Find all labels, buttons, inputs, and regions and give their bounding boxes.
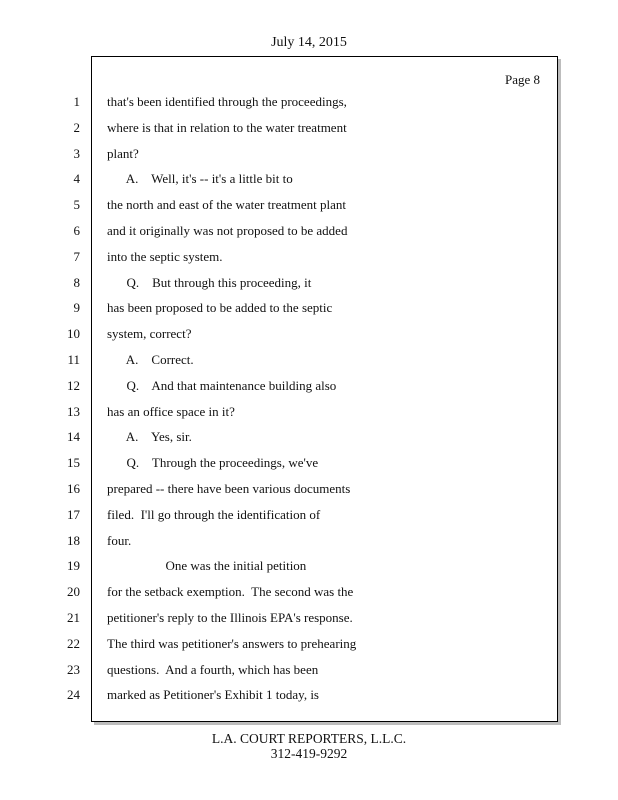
line-text: has an office space in it? xyxy=(107,403,235,419)
line-number: 17 xyxy=(67,506,80,522)
transcript-line xyxy=(0,144,618,170)
line-text: Q. Through the proceedings, we've xyxy=(107,455,319,471)
line-text: where is that in relation to the water treatment xyxy=(107,119,347,135)
transcript-line xyxy=(0,221,618,247)
transcript-line xyxy=(0,479,618,505)
line-number: 6 xyxy=(73,222,80,238)
line-number: 5 xyxy=(73,197,80,213)
line-number: 11 xyxy=(67,351,80,367)
transcript-line xyxy=(0,298,618,324)
transcript-line xyxy=(0,556,618,582)
line-number: 19 xyxy=(67,558,80,574)
line-number: 4 xyxy=(73,171,80,187)
footer-firm-name: L.A. COURT REPORTERS, L.L.C. xyxy=(211,731,407,746)
transcript-line xyxy=(0,427,618,453)
transcript-line xyxy=(0,453,618,479)
transcript-line xyxy=(0,169,618,195)
line-text: plant? xyxy=(107,145,139,161)
transcript-line xyxy=(0,376,618,402)
line-number: 7 xyxy=(73,248,80,264)
line-text: filed. I'll go through the identification of xyxy=(107,506,321,522)
line-text: A. Yes, sir. xyxy=(107,429,192,445)
line-text: the north and east of the water treatment plant xyxy=(107,197,346,213)
line-text: that's been identified through the proceedings, xyxy=(107,94,347,109)
line-text: A. Well, it's -- it's a little bit to xyxy=(107,171,293,187)
line-text: for the setback exemption. The second was the xyxy=(107,584,354,600)
transcript-line xyxy=(0,685,618,711)
line-text: Q. And that maintenance building also xyxy=(107,377,337,393)
line-text: prepared -- there have been various documents xyxy=(107,480,351,496)
line-text: has been proposed to be added to the septic xyxy=(107,300,333,316)
footer-phone-number: 312-419-9292 xyxy=(270,746,348,761)
line-number: 15 xyxy=(67,455,80,471)
line-number: 9 xyxy=(73,300,80,316)
transcript-line xyxy=(0,634,618,660)
line-number: 14 xyxy=(67,429,80,445)
line-number: 22 xyxy=(67,635,80,651)
line-number: 10 xyxy=(67,326,80,342)
transcript-lines xyxy=(0,92,618,711)
line-text: four. xyxy=(107,532,132,548)
header-date: July 14, 2015 xyxy=(271,35,347,50)
transcript-line xyxy=(0,118,618,144)
line-number: 13 xyxy=(67,403,80,419)
transcript-line xyxy=(0,92,618,118)
line-number: 1 xyxy=(73,94,80,109)
line-text: into the septic system. xyxy=(107,248,223,264)
line-text: system, correct? xyxy=(107,326,192,342)
line-text: questions. And a fourth, which has been xyxy=(107,661,319,677)
transcript-line xyxy=(0,350,618,376)
line-text: The third was petitioner's answers to prehearing xyxy=(107,635,357,651)
transcript-line xyxy=(0,402,618,428)
line-number: 16 xyxy=(67,480,80,496)
line-number: 21 xyxy=(67,609,80,625)
transcript-line xyxy=(0,531,618,557)
transcript-line xyxy=(0,247,618,273)
transcript-line xyxy=(0,195,618,221)
line-number: 12 xyxy=(67,377,80,393)
line-text: A. Correct. xyxy=(107,351,194,367)
line-number: 3 xyxy=(73,145,80,161)
line-text: petitioner's reply to the Illinois EPA's response. xyxy=(107,609,353,625)
transcript-line xyxy=(0,273,618,299)
line-number: 2 xyxy=(73,119,80,135)
line-text: and it originally was not proposed to be added xyxy=(107,222,348,238)
line-text: marked as Petitioner's Exhibit 1 today, is xyxy=(107,687,319,703)
line-number: 23 xyxy=(67,661,80,677)
transcript-line xyxy=(0,582,618,608)
transcript-line xyxy=(0,660,618,686)
line-number: 20 xyxy=(67,584,80,600)
page-number-label: Page 8 xyxy=(504,72,540,87)
transcript-line xyxy=(0,324,618,350)
transcript-line xyxy=(0,608,618,634)
line-text: Q. But through this proceeding, it xyxy=(107,274,312,290)
line-number: 18 xyxy=(67,532,80,548)
line-text: One was the initial petition xyxy=(107,558,307,574)
line-number: 24 xyxy=(67,687,80,703)
line-number: 8 xyxy=(73,274,80,290)
transcript-line xyxy=(0,505,618,531)
